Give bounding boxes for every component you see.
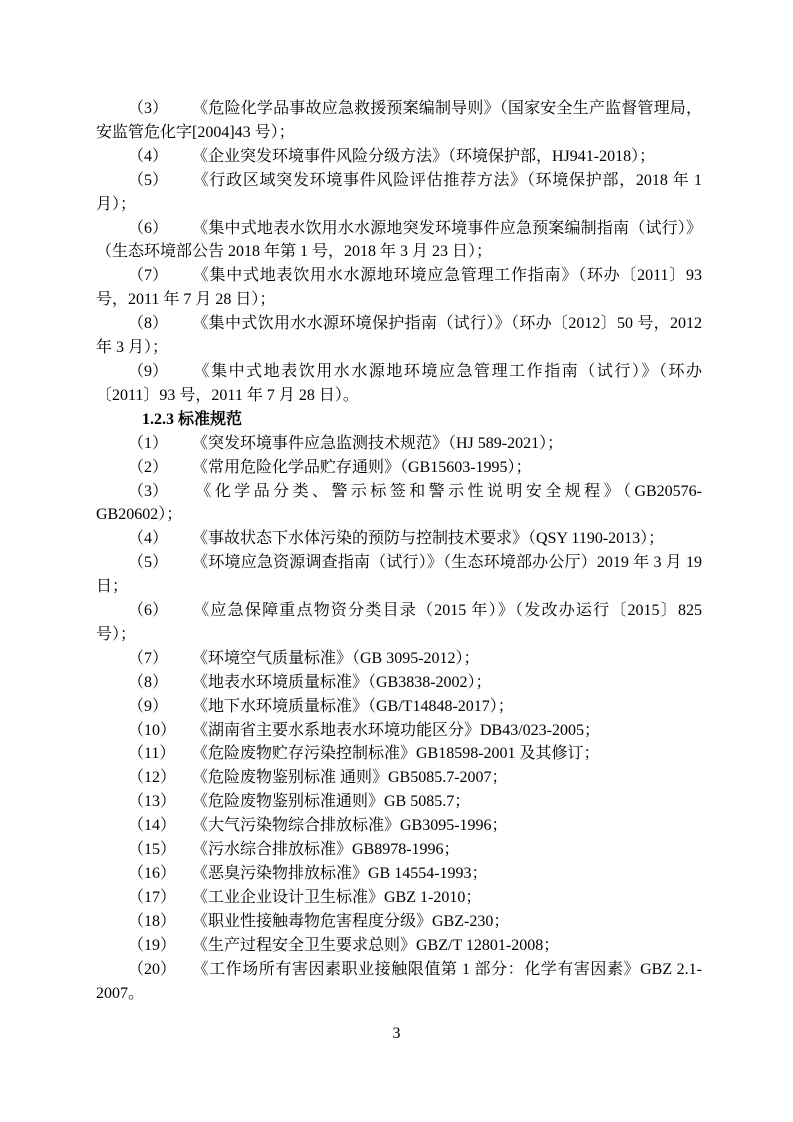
item-number: （9） [128,362,169,380]
item-number: （13） [128,793,177,811]
item-text: 《危险废物鉴别标准通则》GB 5085.7； [192,793,471,811]
list-item [96,695,702,719]
item-number: （17） [128,888,177,906]
list-item [96,432,702,456]
item-number: （8） [128,673,169,691]
list-item [96,527,702,551]
list-item [96,647,702,671]
item-text: 《生产过程安全卫生要求总则》GBZ/T 12801-2008； [192,936,560,954]
item-number: （9） [128,697,169,715]
list-item [96,742,702,766]
item-number: （7） [128,267,169,285]
item-text: 《集中式饮用水水源环境保护指南（试行）》（环办〔2012〕50 号，2012 年 3 月）； [96,315,702,357]
list-item [96,719,702,743]
item-text: 《职业性接触毒物危害程度分级》GBZ-230； [192,912,510,930]
item-number: （14） [128,817,177,835]
page-number: 3 [392,1025,401,1042]
list-item [96,312,702,360]
list-item [96,766,702,790]
list-item [96,599,702,647]
item-number: （4） [128,530,169,548]
item-text: 《危险废物鉴别标准 通则》GB5085.7-2007； [192,769,508,787]
item-text: 《集中式地表水饮用水水源地突发环境事件应急预案编制指南（试行）》（生态环境部公告 2018 年第 1 号，2018 年 3 月 23 日）； [96,219,702,261]
list-item [96,169,702,217]
section-heading: 1.2.3 标准规范 [142,410,243,428]
item-text: 《应急保障重点物资分类目录（2015 年）》（发改办运行〔2015〕825 号）； [96,602,702,643]
item-number: （5） [128,554,169,572]
item-text: 《湖南省主要水系地表水环境功能区分》DB43/023-2005； [192,721,601,739]
item-number: （19） [128,936,177,954]
list-item [96,671,702,695]
item-text: 《集中式地表饮用水水源地环境应急管理工作指南》（环办〔2011〕93 号，2011 年 7 月 28 日）； [96,267,702,309]
item-number: （12） [128,769,177,787]
item-number: （15） [128,841,177,859]
item-number: （8） [128,315,169,333]
item-number: （3） [128,100,169,117]
item-number: （5） [128,171,169,189]
item-text: 《大气污染物综合排放标准》GB3095-1996； [192,817,508,835]
item-number: （20） [128,960,177,978]
item-text: 《危险废物贮存污染控制标准》GB18598-2001 及其修订； [192,745,600,763]
item-text: 《企业突发环境事件风险分级方法》（环境保护部，HJ941-2018）； [192,147,656,165]
item-number: （18） [128,912,177,930]
item-text: 《环境空气质量标准》（GB 3095-2012）； [192,649,480,667]
item-text: 《化学品分类、警示标签和警示性说明安全规程》（GB20576-GB20602）； [96,482,702,524]
list-item [96,862,702,886]
item-text: 《常用危险化学品贮存通则》（GB15603-1995）； [192,458,532,476]
item-text: 《污水综合排放标准》GB8978-1996； [192,841,460,859]
item-number: （7） [128,649,169,667]
item-number: （10） [128,721,177,739]
item-number: （6） [128,602,169,620]
item-text: 《地下水环境质量标准》（GB/T14848-2017）； [192,697,514,715]
item-number: （11） [128,745,176,763]
list-item [96,97,702,145]
item-number: （16） [128,865,177,882]
item-text: 《集中式地表饮用水水源地环境应急管理工作指南（试行）》（环办〔2011〕93 号，2011 年 7 月 28 日）。 [96,362,702,404]
list-item [96,456,702,480]
item-text: 《事故状态下水体污染的预防与控制技术要求》（QSY 1190-2013）； [192,530,665,548]
list-item [96,360,702,408]
item-text: 《突发环境事件应急监测技术规范》（HJ 589-2021）； [192,434,564,452]
item-number: （6） [128,219,169,237]
list-item [96,934,702,958]
item-number: （2） [128,458,169,476]
list-item [96,958,702,1006]
item-text: 《工业企业设计卫生标准》GBZ 1-2010； [192,888,482,906]
list-item [96,480,702,528]
list-item [96,910,702,934]
list-item [96,838,702,862]
list-item [96,790,702,814]
item-text: 《危险化学品事故应急救援预案编制导则》（国家安全生产监督管理局，安监管危化字[2004]43 号）； [96,100,702,141]
list-item [96,145,702,169]
item-text: 《行政区域突发环境事件风险评估推荐方法》（环境保护部，2018 年 1 月）； [96,171,702,213]
list-item [96,886,702,910]
item-number: （3） [128,482,169,500]
item-text: 《环境应急资源调查指南（试行）》（生态环境部办公厅）2019 年 3 月 19 日； [96,554,702,596]
item-text: 《工作场所有害因素职业接触限值第 1 部分：化学有害因素》GBZ 2.1-2007。 [96,960,702,1002]
item-number: （1） [128,434,169,452]
list-item [96,814,702,838]
item-text: 《地表水环境质量标准》（GB3838-2002）； [192,673,492,691]
list-item [96,264,702,312]
document-body [96,97,702,1005]
list-item [96,551,702,599]
item-text: 《恶臭污染物排放标准》GB 14554-1993； [192,865,488,882]
item-number: （4） [128,147,169,165]
list-item [96,217,702,265]
